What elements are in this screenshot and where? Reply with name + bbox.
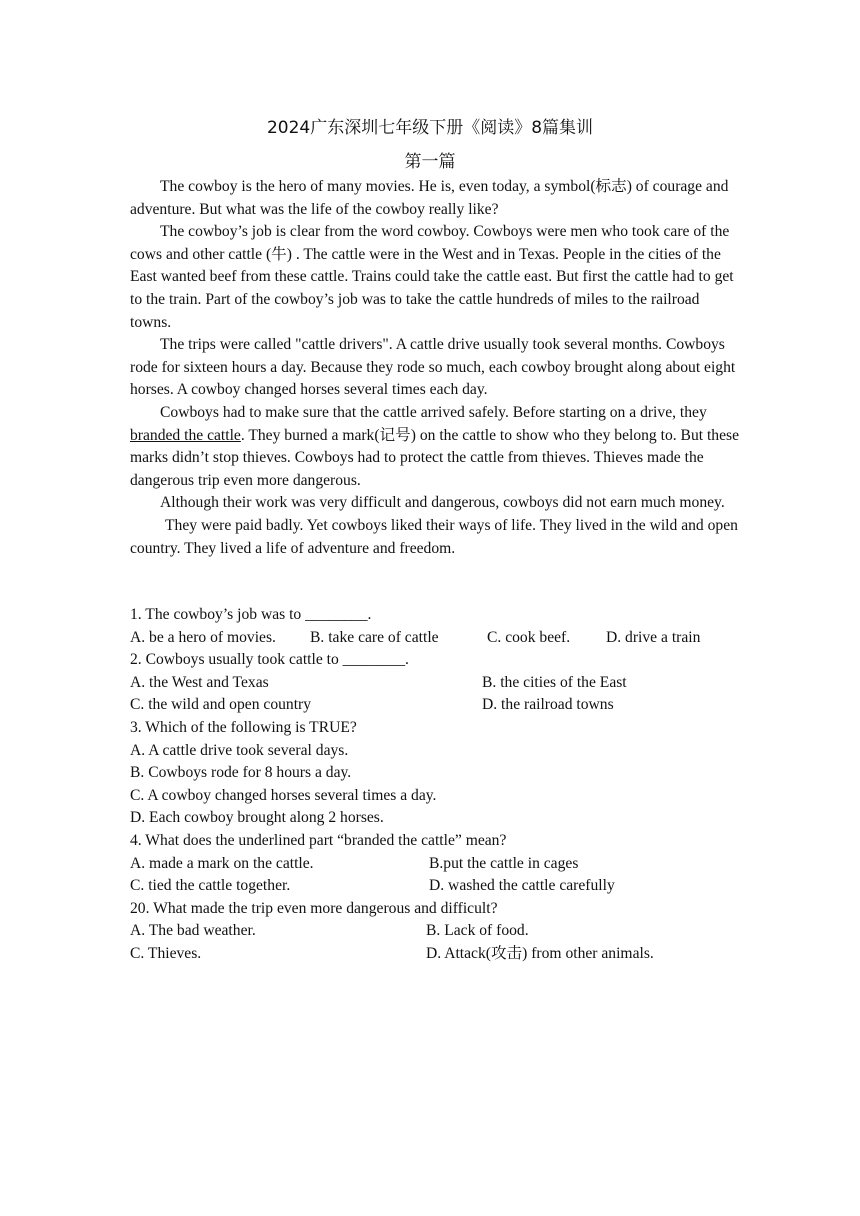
option-c: C. A cowboy changed horses several times a day.: [130, 786, 437, 804]
section-title: 第一篇: [404, 152, 456, 172]
page-title: 2024广东深圳七年级下册《阅读》8篇集训: [266, 118, 594, 138]
question-5-stem: 20. What made the trip even more dangerous and difficult?: [130, 899, 498, 917]
paragraph-text: . They burned a mark(记号) on the cattle to show who they belong to. But these marks didn’t stop thieves. Cowboys had to protect the cattle from thieves. Thieves made the dangerous trip even more dangerous.: [130, 426, 740, 489]
question-5-options-row-2: [130, 943, 750, 966]
passage-paragraph-6: They were paid badly. Yet cowboys liked their ways of life. They lived in the wild and open country. They lived a life of adventure and freedom.: [130, 516, 738, 557]
reading-passage: [130, 176, 740, 560]
passage-paragraph-5: Although their work was very difficult and dangerous, cowboys did not earn much money.: [160, 494, 725, 512]
question-1-options: [130, 627, 750, 650]
option-b: B.put the cattle in cages: [429, 854, 579, 872]
option-a: A. be a hero of movies.: [130, 628, 276, 646]
option-d: D. the railroad towns: [482, 696, 614, 714]
question-2-stem: 2. Cowboys usually took cattle to ________.: [130, 651, 409, 669]
option-d: D. Attack(攻击) from other animals.: [426, 944, 654, 962]
option-d: D. washed the cattle carefully: [429, 877, 615, 895]
option-a: A. A cattle drive took several days.: [130, 741, 349, 759]
question-2-options-row-2: [130, 694, 750, 717]
paragraph-text: Cowboys had to make sure that the cattle arrived safely. Before starting on a drive, they: [160, 403, 707, 421]
option-b: B. Lack of food.: [426, 922, 529, 940]
passage-paragraph-2: The cowboy’s job is clear from the word cowboy. Cowboys were men who took care of the cows and other cattle (牛) . The cattle were in the West and in Texas. People in the cities of the East wanted beef from these cattle. Trains could take the cattle east. But first the cattle had to get to the train. Part of the cowboy’s job was to take the cattle hundreds of miles to the railroad towns.: [130, 223, 734, 331]
underlined-phrase: branded the cattle: [130, 426, 241, 444]
option-b: B. the cities of the East: [482, 673, 627, 691]
question-4-options-row-1: [130, 853, 750, 876]
question-4-stem: 4. What does the underlined part “branded the cattle” mean?: [130, 831, 507, 849]
option-b: B. Cowboys rode for 8 hours a day.: [130, 764, 352, 782]
option-a: A. the West and Texas: [130, 673, 269, 691]
question-list: [130, 604, 750, 966]
passage-paragraph-3: The trips were called "cattle drivers". A cattle drive usually took several months. Cowboys rode for sixteen hours a day. Because they rode so much, each cowboy brought along about eight horses. A cowboy changed horses several times each day.: [130, 336, 736, 399]
option-d: D. Each cowboy brought along 2 horses.: [130, 809, 384, 827]
option-c: C. tied the cattle together.: [130, 877, 291, 895]
option-a: A. The bad weather.: [130, 922, 256, 940]
option-a: A. made a mark on the cattle.: [130, 854, 314, 872]
option-c: C. Thieves.: [130, 944, 202, 962]
question-3-stem: 3. Which of the following is TRUE?: [130, 718, 357, 736]
option-d: D. drive a train: [606, 628, 701, 646]
question-1-stem: 1. The cowboy’s job was to ________.: [130, 606, 372, 623]
question-2-options-row-1: [130, 672, 750, 695]
option-b: B. take care of cattle: [310, 628, 439, 646]
option-c: C. cook beef.: [487, 628, 571, 646]
question-4-options-row-2: [130, 875, 750, 898]
option-c: C. the wild and open country: [130, 696, 312, 714]
question-5-options-row-1: [130, 920, 750, 943]
passage-paragraph-4: [130, 402, 740, 492]
passage-paragraph-1: The cowboy is the hero of many movies. He is, even today, a symbol(标志) of courage and adventure. But what was the life of the cowboy really like?: [130, 178, 729, 218]
